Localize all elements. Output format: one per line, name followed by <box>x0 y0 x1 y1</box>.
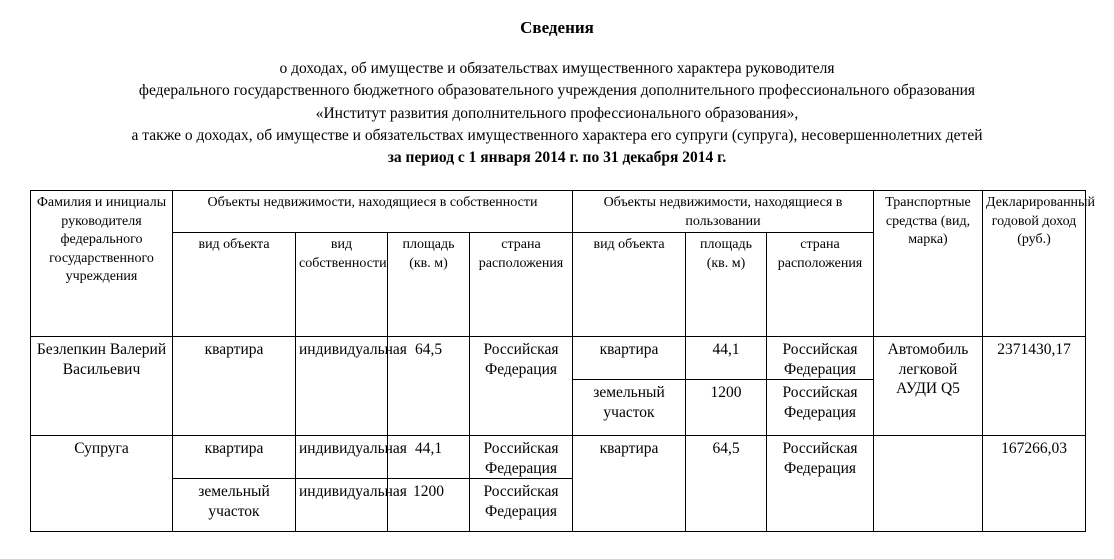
owned-type: квартира <box>173 337 296 436</box>
declaration-table <box>30 190 1095 532</box>
subtitle-line: «Институт развития дополнительного профессионального образования», <box>315 104 799 122</box>
used-type: квартира <box>573 436 686 532</box>
header-used-group: Объекты недвижимости, находящиеся в пользовании <box>573 191 874 233</box>
header-owned-area: площадь (кв. м) <box>388 233 470 337</box>
header-owned-type: вид объекта <box>173 233 296 337</box>
owned-country: Российская Федерация <box>470 436 573 479</box>
used-area: 44,1 <box>686 337 767 380</box>
header-name: Фамилия и инициалы руководителя федерального государственного учреждения <box>31 191 173 337</box>
owned-ownership: индивидуальная <box>296 436 388 479</box>
owned-country: Российская Федерация <box>470 337 573 436</box>
owned-ownership: индивидуальная <box>296 479 388 532</box>
person-name: Безлепкин Валерий Васильевич <box>31 337 173 436</box>
used-type: земельный участок <box>573 380 686 436</box>
transport: Автомобиль легковой АУДИ Q5 <box>874 337 983 436</box>
used-country: Российская Федерация <box>767 380 874 436</box>
transport <box>874 436 983 532</box>
person-name: Супруга <box>31 436 173 532</box>
used-country: Российская Федерация <box>767 337 874 380</box>
header-owned-country: страна расположения <box>470 233 573 337</box>
owned-area: 64,5 <box>388 337 470 436</box>
used-area: 64,5 <box>686 436 767 532</box>
header-owned-group: Объекты недвижимости, находящиеся в собственности <box>173 191 573 233</box>
income: 167266,03 <box>983 436 1086 532</box>
owned-type: квартира <box>173 436 296 479</box>
header-used-area: площадь (кв. м) <box>686 233 767 337</box>
income: 2371430,17 <box>983 337 1086 436</box>
owned-ownership: индивидуальная <box>296 337 388 436</box>
used-type: квартира <box>573 337 686 380</box>
header-used-type: вид объекта <box>573 233 686 337</box>
document-title: Сведения <box>520 18 594 37</box>
owned-area: 44,1 <box>388 436 470 479</box>
owned-area: 1200 <box>388 479 470 532</box>
header-used-country: страна расположения <box>767 233 874 337</box>
header-owned-ownership: вид собственности <box>296 233 388 337</box>
subtitle-line: о доходах, об имуществе и обязательствах имущественного характера руководителя <box>279 60 835 77</box>
owned-country: Российская Федерация <box>470 479 573 532</box>
used-country: Российская Федерация <box>767 436 874 532</box>
header-transport: Транспортные средства (вид, марка) <box>874 191 983 337</box>
used-area: 1200 <box>686 380 767 436</box>
header-income: Декларированный годовой доход (руб.) <box>983 191 1086 337</box>
subtitle-line: а также о доходах, об имуществе и обязательствах имущественного характера его супруги (супруга), несовершеннолетних детей <box>131 126 983 144</box>
owned-type: земельный участок <box>173 479 296 532</box>
document-subtitle <box>0 58 1114 169</box>
reporting-period: за период с 1 января 2014 г. по 31 декабря 2014 г. <box>387 149 727 167</box>
subtitle-line: федерального государственного бюджетного образовательного учреждения дополнительного профессионального образования <box>138 82 976 100</box>
